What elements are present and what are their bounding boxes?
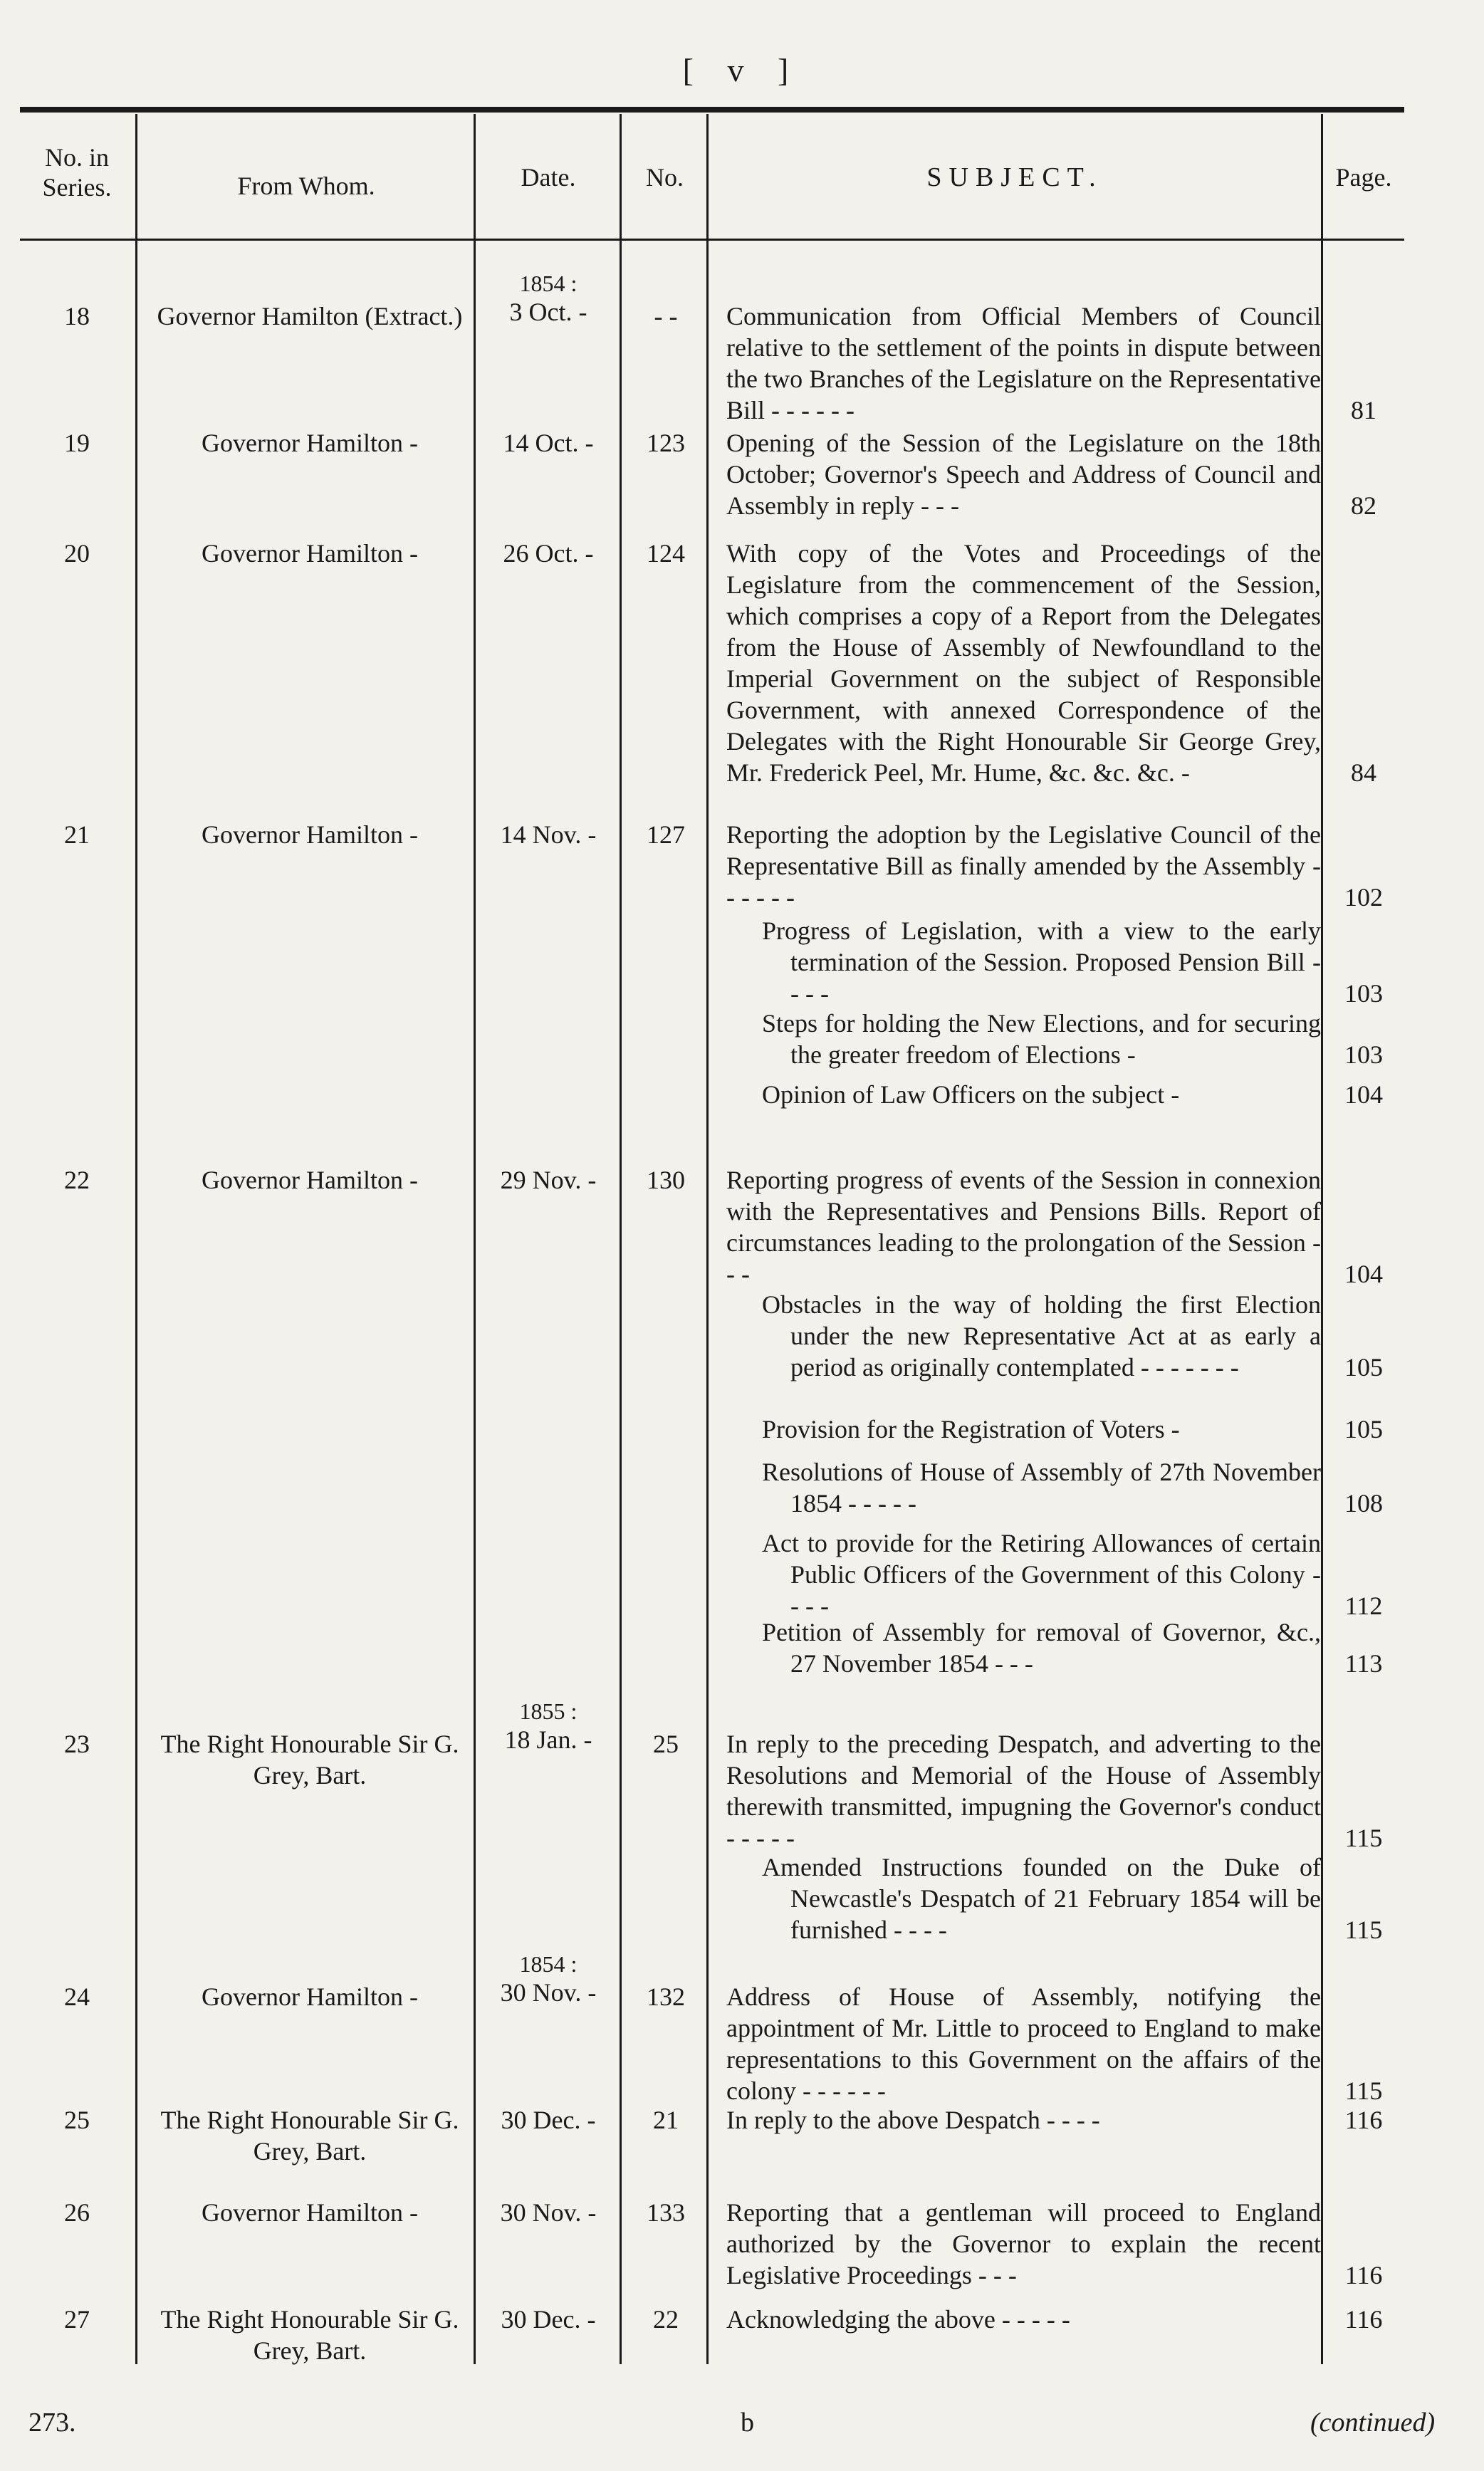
date-value: 3 Oct. - <box>509 298 587 326</box>
date-cell <box>477 2104 620 2136</box>
date-value: 14 Oct. - <box>503 429 594 457</box>
column-divider <box>474 114 476 2364</box>
despatch-number: - - <box>654 302 678 330</box>
date-cell <box>477 1951 620 2008</box>
subject-subentry: Provision for the Registration of Voters - <box>762 1415 1180 1443</box>
subject-text: Opening of the Session of the Legislature on the 18th October; Governor's Speech and Address of Council and Assembly in reply - - - <box>726 429 1321 520</box>
column-divider <box>1321 114 1323 2364</box>
series-number: 25 <box>64 2106 90 2134</box>
date-cell <box>477 1164 620 1196</box>
subject-text: Reporting the adoption by the Legislative Council of the Representative Bill as finally amended by the Assembly - - - - - - <box>726 820 1321 911</box>
year-label: 1854 : <box>519 1951 578 1977</box>
date-value: 30 Dec. - <box>501 2106 596 2134</box>
page-number: 108 <box>1344 1489 1383 1517</box>
series-number: 24 <box>64 1982 90 2011</box>
header-series: No. in Series. <box>42 143 112 202</box>
from-whom: Governor Hamilton (Extract.) <box>157 302 463 330</box>
header-page: Page. <box>1335 163 1392 192</box>
despatch-number: 25 <box>653 1730 679 1758</box>
from-whom: Governor Hamilton - <box>202 820 418 849</box>
from-whom: Governor Hamilton - <box>202 2198 418 2227</box>
header-no: No. <box>646 163 684 192</box>
page-number: 103 <box>1344 979 1383 1008</box>
page-number: 102 <box>1344 883 1383 911</box>
despatch-number: 22 <box>653 2305 679 2334</box>
page-number: 84 <box>1351 758 1376 787</box>
page-folio: [ v ] <box>682 52 802 88</box>
subject-subentry: Resolutions of House of Assembly of 27th November 1854 - - - - - <box>762 1458 1321 1517</box>
from-whom: The Right Honourable Sir G. Grey, Bart. <box>160 2106 459 2166</box>
date-value: 18 Jan. - <box>504 1725 592 1754</box>
date-cell <box>477 1698 620 1755</box>
date-value: 30 Dec. - <box>501 2305 596 2334</box>
from-whom: Governor Hamilton - <box>202 1982 418 2011</box>
page-number: 104 <box>1344 1260 1383 1288</box>
despatch-number: 127 <box>647 820 685 849</box>
footer-signature: 273. <box>28 2408 76 2438</box>
header-subject: SUBJECT. <box>926 162 1103 192</box>
despatch-number: 133 <box>647 2198 685 2227</box>
subject-subentry: Obstacles in the way of holding the first Election under the new Representative Act at as early a period as originally contemplated - - - - - - - <box>762 1290 1321 1381</box>
footer-signature-letter: b <box>741 2408 754 2438</box>
page-number: 115 <box>1344 2076 1383 2105</box>
footer-continued: (continued) <box>1310 2408 1436 2438</box>
page-number: 115 <box>1344 1916 1383 1944</box>
column-divider <box>620 114 622 2364</box>
date-value: 26 Oct. - <box>503 539 594 568</box>
subject-subentry: Steps for holding the New Elections, and for securing the greater freedom of Elections - <box>762 1009 1321 1069</box>
date-value: 29 Nov. - <box>500 1166 597 1194</box>
subject-text: Communication from Official Members of Council relative to the settlement of the points in dispute between the two Branches of the Legislature on the Representative Bill - - - - - - <box>726 302 1321 424</box>
date-value: 30 Nov. - <box>500 2198 597 2227</box>
page-number: 81 <box>1351 396 1376 424</box>
header-date: Date. <box>521 163 576 192</box>
subject-text: Address of House of Assembly, notifying the appointment of Mr. Little to proceed to England to make representations to this Government on the affairs of the colony - - - - - - <box>726 1982 1321 2105</box>
page-number: 116 <box>1344 2106 1383 2134</box>
from-whom: Governor Hamilton - <box>202 429 418 457</box>
series-number: 26 <box>64 2198 90 2227</box>
page-number: 82 <box>1351 491 1376 520</box>
date-value: 14 Nov. - <box>500 820 597 849</box>
subject-subentry: Amended Instructions founded on the Duke of Newcastle's Despatch of 21 February 1854 will be furnished - - - - <box>762 1853 1321 1944</box>
page-number: 115 <box>1344 1824 1383 1852</box>
page-number: 112 <box>1344 1592 1383 1620</box>
despatch-number: 123 <box>647 429 685 457</box>
year-label: 1854 : <box>519 271 578 296</box>
subject-text: Reporting that a gentleman will proceed to England authorized by the Governor to explain the recent Legislative Proceedings - - - <box>726 2198 1321 2289</box>
subject-text: In reply to the above Despatch - - - - <box>726 2106 1100 2134</box>
header-rule <box>20 239 1404 241</box>
page-number: 105 <box>1344 1415 1383 1443</box>
page-number: 116 <box>1344 2261 1383 2289</box>
date-cell <box>477 2304 620 2335</box>
top-rule <box>20 107 1404 113</box>
series-number: 27 <box>64 2305 90 2334</box>
column-divider <box>135 114 137 2364</box>
despatch-number: 132 <box>647 1982 685 2011</box>
date-cell <box>477 538 620 569</box>
date-cell <box>477 819 620 850</box>
series-number: 21 <box>64 820 90 849</box>
despatch-number: 21 <box>653 2106 679 2134</box>
series-number: 23 <box>64 1730 90 1758</box>
from-whom: Governor Hamilton - <box>202 1166 418 1194</box>
page-number: 104 <box>1344 1080 1383 1109</box>
despatch-number: 124 <box>647 539 685 568</box>
subject-subentry: Act to provide for the Retiring Allowances of certain Public Officers of the Government of this Colony - - - - <box>762 1529 1321 1620</box>
header-from: From Whom. <box>237 172 375 200</box>
series-number: 22 <box>64 1166 90 1194</box>
from-whom: The Right Honourable Sir G. Grey, Bart. <box>160 1730 459 1790</box>
from-whom: The Right Honourable Sir G. Grey, Bart. <box>160 2305 459 2365</box>
date-cell <box>477 427 620 459</box>
subject-text: Reporting progress of events of the Session in connexion with the Representatives and Pensions Bills. Report of circumstances leading to the prolongation of the Session - - - <box>726 1166 1321 1288</box>
series-number: 18 <box>64 302 90 330</box>
subject-subentry: Progress of Legislation, with a view to the early termination of the Session. Proposed Pension Bill - - - - <box>762 916 1321 1008</box>
date-value: 30 Nov. - <box>500 1978 597 2007</box>
despatch-number: 130 <box>647 1166 685 1194</box>
page-number: 105 <box>1344 1353 1383 1381</box>
page-number: 116 <box>1344 2305 1383 2334</box>
series-number: 20 <box>64 539 90 568</box>
from-whom: Governor Hamilton - <box>202 539 418 568</box>
date-cell <box>477 2197 620 2228</box>
subject-subentry: Opinion of Law Officers on the subject - <box>762 1080 1180 1109</box>
subject-text: Acknowledging the above - - - - - <box>726 2305 1070 2334</box>
date-cell <box>477 271 620 328</box>
subject-subentry: Petition of Assembly for removal of Governor, &c., 27 November 1854 - - - <box>762 1618 1321 1678</box>
year-label: 1855 : <box>519 1698 578 1724</box>
subject-text: In reply to the preceding Despatch, and adverting to the Resolutions and Memorial of the House of Assembly therewith transmitted, impugning the Governor's conduct - - - - - <box>726 1730 1321 1852</box>
page-number: 113 <box>1344 1649 1383 1678</box>
subject-text: With copy of the Votes and Proceedings of the Legislature from the commencement of the Session, which comprises a copy of a Report from the Delegates from the House of Assembly of Newfoundland to the Imperial Government on the subject of Responsible Government, with annexed Correspondence of the Delegates with the Right Honourable Sir George Grey, Mr. Frederick Peel, Mr. Hume, &c. &c. &c. - <box>726 539 1321 787</box>
series-number: 19 <box>64 429 90 457</box>
page-number: 103 <box>1344 1040 1383 1069</box>
